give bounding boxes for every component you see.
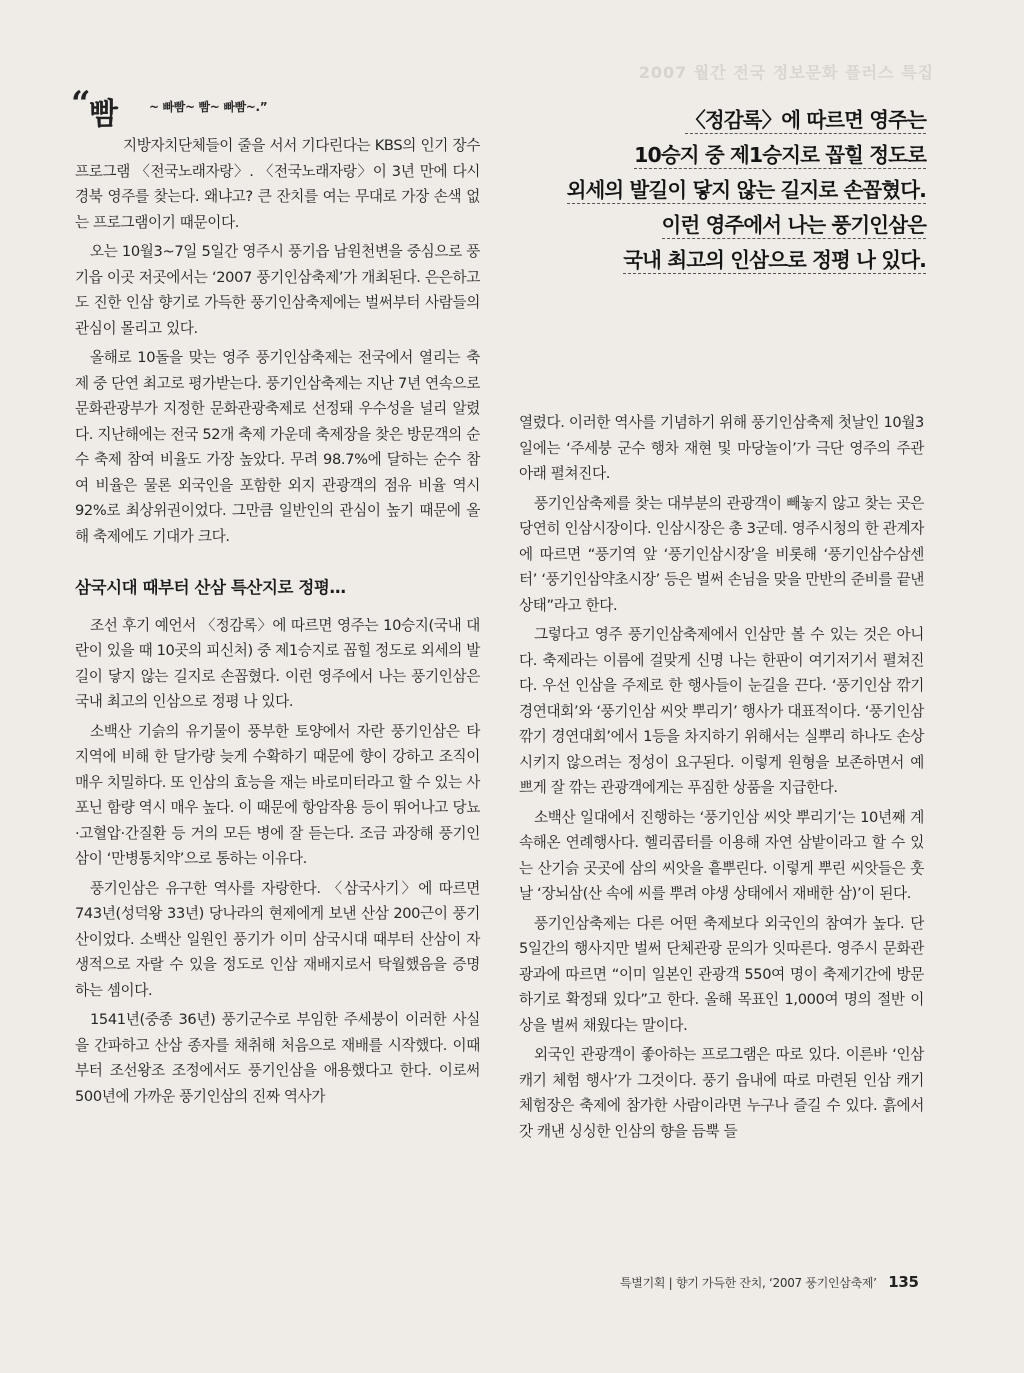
body-paragraph: 소백산 기슭의 유기물이 풍부한 토양에서 자란 풍기인삼은 타 지역에 비해 한 달가량 늦게 수확하기 때문에 향이 강하고 조직이 매우 치밀하다. 또 인삼의 효능을 재는 바로미터라고 할 수 있는 사포닌 함량 역시 매우 높다. 이 때문에 항암작용 등이 뛰어나고 당뇨·고혈압·간질환 등 거의 모든 병에 잘 듣는다. 조금 과장해 풍기인삼이 ‘만병통치약’으로 통하는 이유다. (75, 722, 480, 867)
body-paragraph: 그렇다고 영주 풍기인삼축제에서 인삼만 볼 수 있는 것은 아니다. 축제라는 이름에 걸맞게 신명 나는 한판이 여기저기서 펼쳐진다. 우선 인삼을 주제로 한 행사들이 눈길을 끈다. ‘풍기인삼 깎기 경연대회’와 ‘풍기인삼 씨앗 뿌리기’ 행사가 대표적이다. ‘풍기인삼 깎기 경연대회’에서 1등을 차지하기 위해서는 실뿌리 하나도 손상시키지 않으려는 정성이 요구된다. 이렇게 원형을 보존하면서 예쁘게 잘 깎는 관광객에게는 푸짐한 상품을 지급한다. (519, 626, 924, 796)
body-paragraph: 풍기인삼은 유구한 역사를 자랑한다. 〈삼국사기〉에 따르면 743년(성덕왕 33년) 당나라의 현제에게 보낸 산삼 200근이 풍기산이었다. 소백산 일원인 풍기가 이미 삼국시대 때부터 산삼이 자생적으로 자랄 수 있을 정도로 인삼 재배지로서 탁월했음을 증명하는 셈이다. (75, 879, 480, 999)
faded-header-text: 2007 월간 전국 정보문화 플러스 특집 (638, 63, 934, 82)
body-paragraph: 올해로 10돌을 맞는 영주 풍기인삼축제는 전국에서 열리는 축제 중 단연 최고로 평가받는다. 풍기인삼축제는 지난 7년 연속으로 문화관광부가 지정한 문화관광축제로 선정돼 우수성을 널리 알렸다. 지난해에는 전국 52개 축제 가운데 축제장을 찾은 방문객의 순수 축제 참여 비율도 가장 높았다. 무려 98.7%에 달하는 순수 참여 비율은 물론 외국인을 포함한 외지 관광객의 점유 비율 역시 92%로 최상위권이었다. 그만큼 일반인의 관심이 높기 때문에 올해 축제에도 기대가 크다. (75, 349, 480, 545)
body-paragraph: 오는 10월3~7일 5일간 영주시 풍기읍 남원천변을 중심으로 풍기읍 이곳 저곳에서는 ‘2007 풍기인삼축제’가 개최된다. 은은하고도 진한 인삼 향기로 가득한 풍기인삼축제에는 벌써부터 사람들의 관심이 몰리고 있다. (75, 243, 480, 337)
body-paragraph: 조선 후기 예언서 〈정감록〉에 따르면 영주는 10승지(국내 대란이 있을 때 10곳의 피신처) 중 제1승지로 꼽힐 정도로 외세의 발길이 닿지 않는 길지로 손꼽혔다. 이런 영주에서 나는 풍기인삼은 국내 최고의 인삼으로 정평 나 있다. (75, 616, 480, 710)
pull-quote-line: 〈정감록〉에 따르면 영주는 (685, 108, 926, 132)
right-column (519, 410, 924, 1148)
dropcap-quote: “ (71, 84, 91, 124)
body-paragraph: 열렸다. 이러한 역사를 기념하기 위해 풍기인삼축제 첫날인 10월3일에는 ‘주세붕 군수 행차 재현 및 마당놀이’가 극단 영주의 주관 아래 펼쳐진다. (519, 414, 924, 482)
left-column (71, 84, 480, 1113)
body-paragraph: 소백산 일대에서 진행하는 ‘풍기인삼 씨앗 뿌리기’는 10년째 계속해온 연례행사다. 헬리콥터를 이용해 자연 삼밭이라고 할 수 있는 산기슭 곳곳에 삼의 씨앗을 흩뿌린다. 이렇게 뿌린 씨앗들은 훗날 ‘장뇌삼(산 속에 씨를 뿌려 야생 상태에서 재배한 삼)’이 된다. (519, 808, 924, 902)
pull-quote-line: 외세의 발길이 닿지 않는 길지로 손꼽혔다. (566, 178, 926, 202)
body-paragraph: 지방자치단체들이 줄을 서서 기다린다는 KBS의 인기 장수 프로그램 〈전국노래자랑〉. 〈전국노래자랑〉이 3년 만에 다시 경북 영주를 찾는다. 왜냐고? 큰 잔치를 여는 무대로 가장 손색 없는 프로그램이기 때문이다. (75, 137, 480, 231)
pull-quote-line: 이런 영주에서 나는 풍기인삼은 (661, 213, 926, 237)
page-number: 135 (888, 1273, 919, 1291)
dropcap-continuation: ~ 빠빰~ 빰~ 빠빰~.” (149, 100, 268, 114)
dropcap-line (71, 84, 480, 133)
pull-quote-line: 국내 최고의 인삼으로 정평 나 있다. (623, 248, 926, 272)
pull-quote (526, 103, 926, 278)
body-paragraph: 외국인 관광객이 좋아하는 프로그램은 따로 있다. 이른바 ‘인삼 캐기 체험 행사’가 그것이다. 풍기 읍내에 따로 마련된 인삼 캐기 체험장은 축제에 참가한 사람이라면 누구나 즐길 수 있다. 흙에서 갓 캐낸 싱싱한 인삼의 향을 듬뿍 들 (519, 1046, 924, 1140)
body-paragraph: 풍기인삼축제를 찾는 대부분의 관광객이 빼놓지 않고 찾는 곳은 당연히 인삼시장이다. 인삼시장은 총 3군데. 영주시청의 한 관계자에 따르면 “풍기역 앞 ‘풍기인삼시장’을 비롯해 ‘풍기인삼수삼센터’ ‘풍기인삼약초시장’ 등은 벌써 손님을 맞을 만반의 준비를 끝낸 상태”라고 한다. (519, 494, 924, 614)
body-paragraph: 1541년(중종 36년) 풍기군수로 부임한 주세붕이 이러한 사실을 간파하고 산삼 종자를 채취해 처음으로 재배를 시작했다. 이때부터 조선왕조 조정에서도 풍기인삼을 애용했다고 한다. 이로써 500년에 가까운 풍기인삼의 진짜 역사가 (75, 1011, 480, 1105)
section-subheading: 삼국시대 때부터 산삼 특산지로 정평… (75, 578, 346, 597)
body-paragraph: 풍기인삼축제는 다른 어떤 축제보다 외국인의 참여가 높다. 단 5일간의 행사지만 벌써 단체관광 문의가 잇따른다. 영주시 문화관광과에 따르면 “이미 일본인 관광객 550여 명이 축제기간에 방문하기로 확정돼 있다”고 한다. 올해 목표인 1,000여 명의 절반 이상을 벌써 채웠다는 말이다. (519, 914, 924, 1034)
footer-section-title: 특별기획 | 향기 가득한 잔치, ‘2007 풍기인삼축제’ (620, 1276, 877, 1290)
pull-quote-line: 10승지 중 제1승지로 꼽힐 정도로 (634, 143, 926, 167)
dropcap-letter: 빰 (89, 97, 118, 132)
page-footer (620, 1273, 919, 1291)
